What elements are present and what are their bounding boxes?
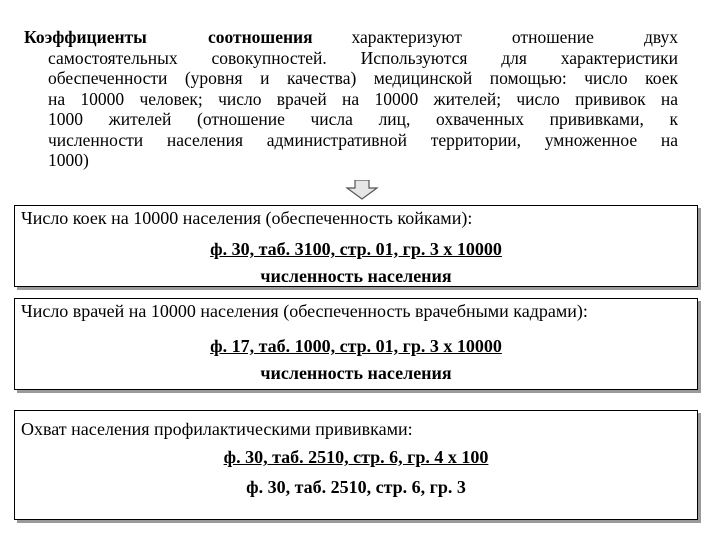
intro-line-1 — [24, 27, 678, 48]
intro-line-6: численности населения административной территории, умноженное на — [48, 129, 678, 150]
numerator-text: ф. 30, таб. 3100, стр. 01, гр. 3 х 10000 — [210, 239, 502, 259]
formula-title: Число врачей на 10000 населения (обеспеченность врачебными кадрами): — [21, 301, 588, 321]
intro-bold-term-1: Коэффициенты — [24, 27, 147, 47]
down-arrow-icon — [345, 180, 379, 200]
numerator-text: ф. 17, таб. 1000, стр. 01, гр. 3 х 10000 — [210, 336, 502, 356]
formula-title: Число коек на 10000 населения (обеспеченность койками): — [21, 208, 473, 228]
formula-denominator: ф. 30, таб. 2510, стр. 6, гр. 3 — [246, 477, 466, 497]
formula-box-vaccination — [14, 410, 698, 520]
intro-line-2: самостоятельных совокупностей. Используются для характеристики — [48, 47, 678, 68]
intro-line-7: 1000) — [48, 150, 89, 170]
intro-paragraph — [24, 27, 678, 171]
intro-line-3: обеспеченности (уровня и качества) медицинской помощью: число коек — [48, 68, 678, 88]
formula-numerator — [15, 239, 697, 260]
numerator-text: ф. 30, таб. 2510, стр. 6, гр. 4 х 100 — [223, 447, 489, 467]
formula-numerator — [15, 336, 697, 357]
intro-word: отношение — [511, 27, 594, 47]
formula-denominator: численность населения — [260, 363, 452, 383]
intro-line-5: 1000 жителей (отношение числа лиц, охваченных прививками, к — [48, 109, 678, 129]
formula-box-doctors — [14, 298, 698, 390]
intro-word: характеризуют — [351, 27, 462, 47]
formula-box-beds — [14, 205, 698, 287]
formula-denominator: численность населения — [260, 266, 452, 286]
intro-word: двух — [643, 27, 679, 47]
intro-line-4: на 10000 человек; число врачей на 10000 жителей; число прививок на — [48, 88, 678, 109]
intro-bold-term-2: соотношения — [207, 27, 313, 47]
formula-numerator — [15, 447, 697, 468]
formula-title: Охват населения профилактическими прививками: — [21, 419, 413, 439]
